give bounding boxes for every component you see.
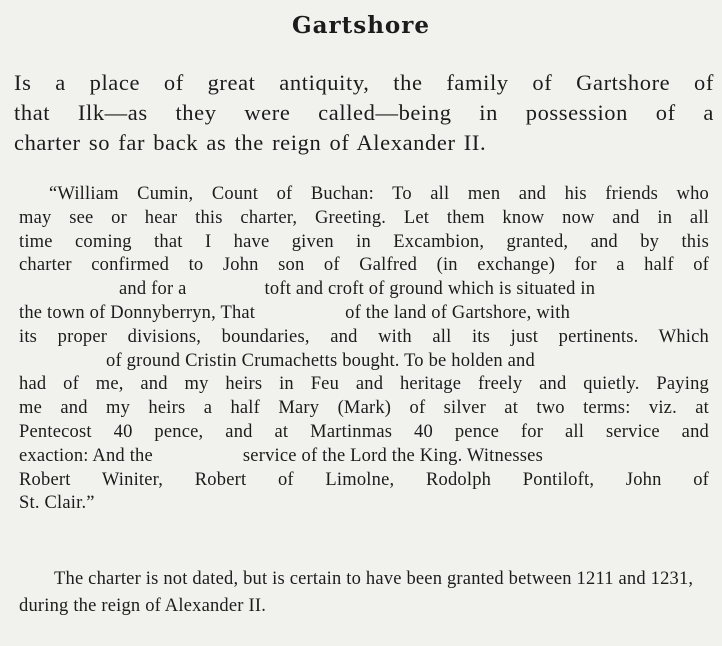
quote-fragment: and for a bbox=[119, 279, 187, 300]
note-line: The charter is not dated, but is certain to have been granted between bbox=[54, 569, 572, 589]
quote-line bbox=[19, 278, 709, 302]
quote-line bbox=[19, 302, 709, 326]
quote-fragment: toft and croft of ground which is situated in bbox=[264, 279, 596, 300]
charter-quote bbox=[19, 183, 709, 516]
quote-line: St. Clair.” bbox=[19, 493, 95, 514]
quote-line: charter confirmed to John son of Galfred (in exchange) for a half of bbox=[19, 255, 709, 276]
quote-line: Robert Winiter, Robert of Limolne, Rodolph Pontiloft, John of bbox=[19, 469, 709, 490]
quote-line: its proper divisions, boundaries, and with all its just pertinents. Which bbox=[19, 326, 709, 347]
note-line: 1211 and 1231, during the reign of Alexander II. bbox=[19, 569, 694, 616]
intro-line: charter so far back as the reign of Alexander II. bbox=[14, 130, 487, 155]
quote-fragment: the town of Donnyberryn, That bbox=[19, 302, 256, 323]
closing-note bbox=[19, 566, 709, 620]
quote-line: may see or hear this charter, Greeting. Let them know now and in all bbox=[19, 207, 709, 228]
quote-line: time coming that I have given in Excambion, granted, and by this bbox=[19, 231, 709, 252]
quote-fragment: service of the Lord the King. Witnesses bbox=[242, 445, 543, 466]
quote-line: “William Cumin, Count of Buchan: To all men and his friends who bbox=[49, 184, 709, 204]
page-title: Gartshore bbox=[291, 12, 431, 39]
quote-fragment: of the land of Gartshore, with bbox=[345, 302, 571, 323]
quote-line: had of me, and my heirs in Feu and heritage freely and quietly. Paying bbox=[19, 374, 709, 395]
quote-line: of ground Cristin Crumachetts bought. To be holden and bbox=[106, 350, 535, 371]
intro-line: that Ilk—as they were called—being in possession of a bbox=[14, 100, 714, 125]
intro-paragraph bbox=[14, 68, 714, 158]
intro-line: Is a place of great antiquity, the family of Gartshore of bbox=[14, 70, 714, 95]
quote-line: Pentecost 40 pence, and at Martinmas 40 pence for all service and bbox=[19, 421, 709, 442]
quote-fragment: exaction: And the bbox=[19, 445, 153, 466]
quote-line: me and my heirs a half Mary (Mark) of silver at two terms: viz. at bbox=[19, 398, 709, 419]
quote-line bbox=[19, 445, 709, 469]
